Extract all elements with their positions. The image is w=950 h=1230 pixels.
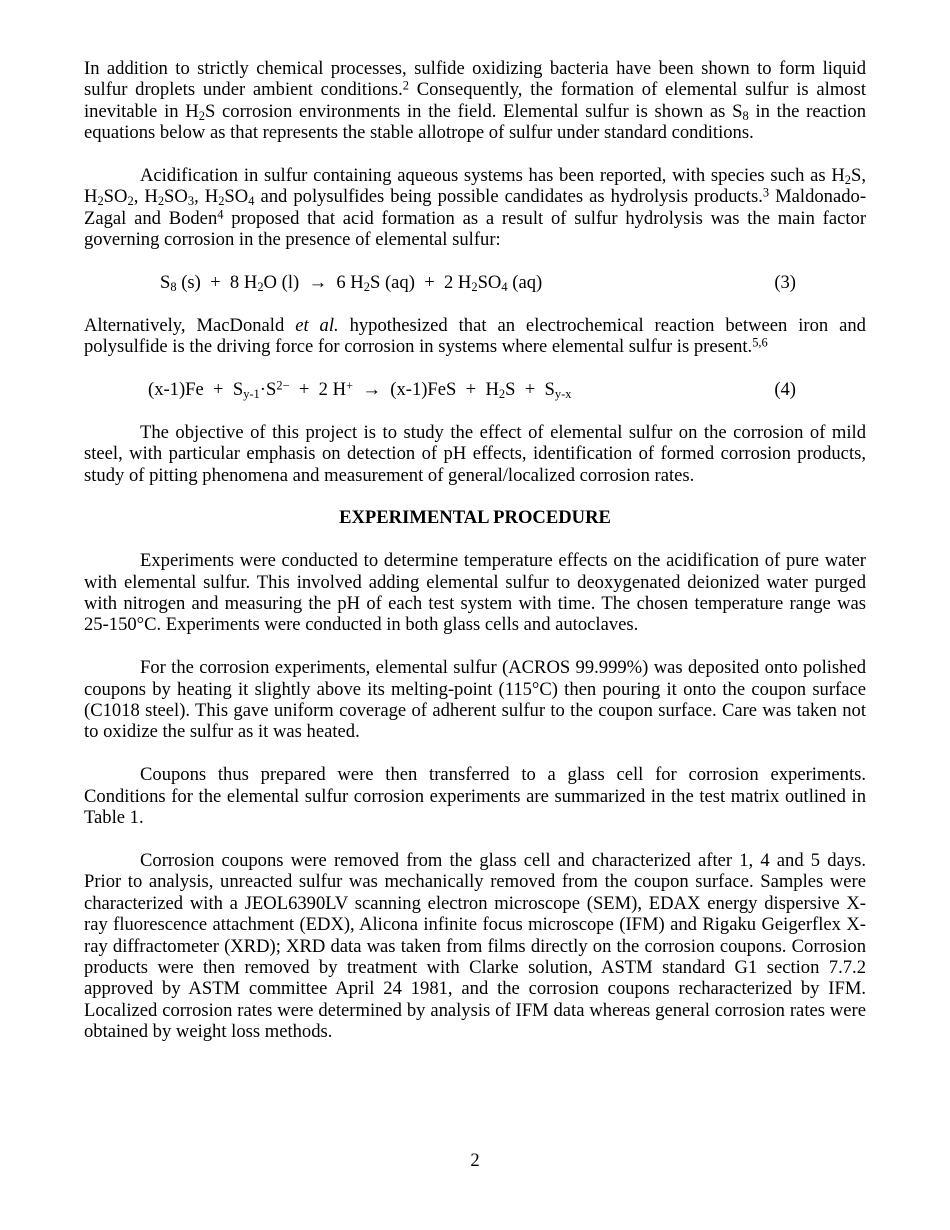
paragraph-characterization: Corrosion coupons were removed from the glass cell and characterized after 1, 4 and 5 days. Prior to analysis, unreacted sulfur was mechanically removed from the coupon surface. Samples were characterized with a JEOL6390LV scanning electron microscope (SEM), EDAX energy dispersive X-ray fluorescence attachment (EDX), Alicona infinite focus microscope (IFM) and Rigaku Geigerflex X-ray diffractometer (XRD); XRD data was taken from films directly on the corrosion coupons. Corrosion products were then removed by treatment with Clarke solution, ASTM standard G1 section 7.7.2 approved by ASTM committee April 24 1981, and the corrosion coupons recharacterized by IFM. Localized corrosion rates were determined by analysis of IFM data whereas general corrosion rates were obtained by weight loss methods. [84, 849, 866, 1043]
page-number: 2 [470, 1150, 480, 1171]
paragraph-acidification: Acidification in sulfur containing aqueous systems has been reported, with species such as $H_2S$, $H_2SO_2$, $H_2SO_3$, $H_2SO_4$ and polysulfides being possible candidates as hydrolysis products.$^3$ Maldonado-Zagal and Boden$^4$ proposed that acid formation as a result of sulfur hydrolysis was the main factor governing corrosion in the presence of elemental sulfur: [84, 165, 867, 251]
paragraph-temperature-experiments: Experiments were conducted to determine temperature effects on the acidification of pure water with elemental sulfur. This involved adding elemental sulfur to deoxygenated deionized water purged with nitrogen and measuring the pH of each test system with time. The chosen temperature range was 25-150°C. Experiments were conducted in both glass cells and autoclaves. [84, 550, 866, 636]
equation-3 [84, 272, 866, 293]
paragraph-macdonald-hypothesis: Alternatively, MacDonald et al. hypothesized that an electrochemical reaction between iron and polysulfide is the driving force for corrosion in systems where elemental sulfur is present.$^{5,6}$ [84, 314, 866, 358]
equation-3-formula: $S_8$ (s) + 8 $H_2O$ (l) → 6 $H_2S$ (aq) + 2 $H_2SO_4$ (aq) [160, 272, 543, 295]
paragraph-coupon-preparation: For the corrosion experiments, elemental sulfur (ACROS 99.999%) was deposited onto polished coupons by heating it slightly above its melting-point (115°C) then pouring it onto the coupon surface (C1018 steel). This gave uniform coverage of adherent sulfur to the coupon surface. Care was taken not to oxidize the sulfur as it was heated. [84, 657, 866, 743]
equation-4-number: (4) [774, 379, 796, 401]
paragraph-glass-cell-transfer: Coupons thus prepared were then transferred to a glass cell for corrosion experiments. Conditions for the elemental sulfur corrosion experiments are summarized in the test matrix outlined in Table 1. [84, 764, 866, 829]
equation-4 [84, 379, 866, 400]
paragraph-project-objective: The objective of this project is to study the effect of elemental sulfur on the corrosion of mild steel, with particular emphasis on detection of pH effects, identification of formed corrosion products, study of pitting phenomena and measurement of general/localized corrosion rates. [84, 421, 866, 486]
section-heading-experimental-procedure: EXPERIMENTAL PROCEDURE [339, 507, 611, 529]
equation-4-formula: $(x-1)Fe + S_{y-1}\cdot S^{2-} + 2$ $H^+ \to (x-1)FeS + H_2S + S_{y-x}$ [148, 378, 572, 402]
page-body [84, 58, 866, 1064]
equation-3-number: (3) [774, 272, 796, 294]
paragraph-sulfur-formation: In addition to strictly chemical processes, sulfide oxidizing bacteria have been shown to form liquid sulfur droplets under ambient conditions.$^2$ Consequently, the formation of elemental sulfur is almost inevitable in $H_2S$ corrosion environments in the field. Elemental sulfur is shown as $S_8$ in the reaction equations below as that represents the stable allotrope of sulfur under standard conditions. [84, 58, 866, 144]
